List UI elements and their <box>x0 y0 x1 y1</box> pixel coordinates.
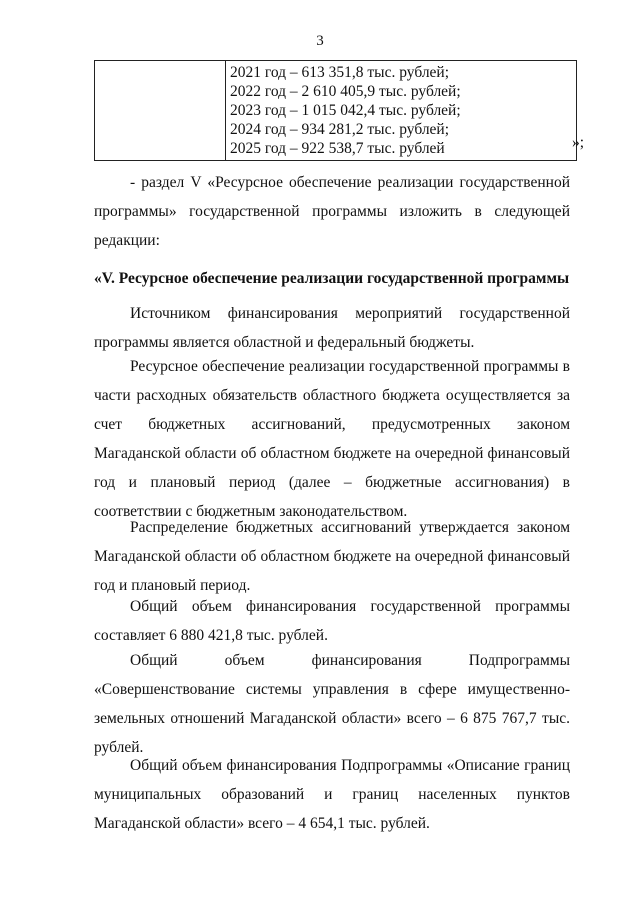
funding-line-2023: 2023 год – 1 015 042,4 тыс. рублей; <box>230 102 461 119</box>
funding-line-2021: 2021 год – 613 351,8 тыс. рублей; <box>230 64 450 81</box>
paragraph-funding-sources: Источником финансирования мероприятий государственной программы является областной и федеральный бюджеты. <box>94 305 570 351</box>
closing-quote: »; <box>572 134 585 151</box>
subprogram-1-word: Общий <box>130 652 178 669</box>
funding-table-left-cell <box>95 61 226 161</box>
paragraph-resource-provision: Ресурсное обеспечение реализации государственной программы в части расходных обязательств областного бюджета осуществляется за счет бюджетных ассигнований, предусмотренных законом Магаданской области об областном бюджете на очередной финансовый год и плановый период (далее – бюджетные ассигнования) в соответствии с бюджетным законодательством. <box>94 358 570 520</box>
funding-table-row <box>95 61 577 161</box>
paragraph-subprogram-1 <box>94 646 570 762</box>
page-number: 3 <box>316 33 324 49</box>
section-heading: «V. Ресурсное обеспечение реализации государственной программы <box>94 270 570 287</box>
funding-line-2025: 2025 год – 922 538,7 тыс. рублей <box>230 140 445 157</box>
funding-line-2022: 2022 год – 2 610 405,9 тыс. рублей; <box>230 83 461 100</box>
paragraph-budget-distribution: Распределение бюджетных ассигнований утверждается законом Магаданской области об областном бюджете на очередной финансовый год и плановый период. <box>94 519 570 594</box>
subprogram-1-word: Подпрограммы <box>468 652 570 669</box>
funding-table <box>94 60 577 161</box>
subprogram-1-word: финансирования <box>311 652 422 669</box>
subprogram-1-first-line <box>94 646 570 675</box>
intro-paragraph: - раздел V «Ресурсное обеспечение реализации государственной программы» государственной программы изложить в следующей редакции: <box>94 174 570 249</box>
funding-line-2024: 2024 год – 934 281,2 тыс. рублей; <box>230 121 450 138</box>
subprogram-1-word: объем <box>224 652 265 669</box>
paragraph-total-funding: Общий объем финансирования государственной программы составляет 6 880 421,8 тыс. рублей. <box>94 598 570 644</box>
paragraph-subprogram-2: Общий объем финансирования Подпрограммы «Описание границ муниципальных образований и границ населенных пунктов Магаданской области» всего – 4 654,1 тыс. рублей. <box>94 757 570 832</box>
subprogram-1-rest: «Совершенствование системы управления в сфере имущественно-земельных отношений Магаданской области» всего – 6 875 767,7 тыс. рублей. <box>94 681 570 756</box>
funding-table-right-cell <box>226 61 577 161</box>
